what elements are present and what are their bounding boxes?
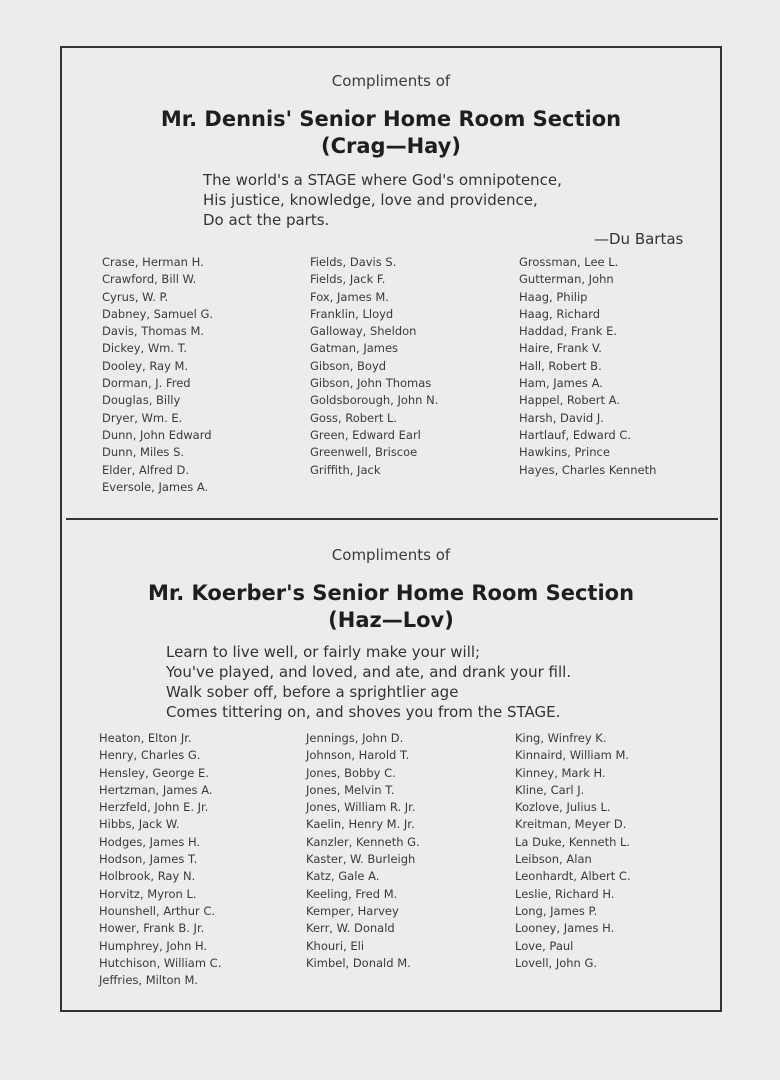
- student-name: Hall, Robert B.: [519, 358, 602, 373]
- student-name: Leibson, Alan: [515, 852, 592, 867]
- student-name: Green, Edward Earl: [310, 427, 421, 442]
- poem-line: Comes tittering on, and shoves you from the STAGE.: [166, 703, 561, 721]
- student-name: Haag, Philip: [519, 289, 588, 304]
- student-name: Hutchison, William C.: [99, 955, 222, 970]
- student-name: Kinney, Mark H.: [515, 765, 606, 780]
- student-name: Hertzman, James A.: [99, 782, 213, 797]
- poem-line: Do act the parts.: [203, 211, 330, 229]
- student-name: Gibson, Boyd: [310, 358, 387, 373]
- student-name: Kaster, W. Burleigh: [306, 852, 416, 867]
- student-name: Keeling, Fred M.: [306, 886, 398, 901]
- student-name: Dabney, Samuel G.: [102, 306, 214, 321]
- poem-attribution: —Du Bartas: [594, 230, 684, 248]
- student-name: Hensley, George E.: [99, 765, 209, 780]
- student-name: Dickey, Wm. T.: [102, 341, 188, 356]
- student-name: Horvitz, Myron L.: [99, 886, 197, 901]
- section-subtitle: (Haz—Lov): [328, 608, 454, 632]
- student-name: Kerr, W. Donald: [306, 921, 395, 936]
- poem-line: You've played, and loved, and ate, and drank your fill.: [166, 663, 572, 681]
- names-column: [99, 730, 221, 989]
- student-name: Douglas, Billy: [102, 393, 181, 408]
- student-name: Katz, Gale A.: [306, 869, 380, 884]
- section-title: Mr. Koerber's Senior Home Room Section: [147, 581, 635, 605]
- poem-quote: [203, 170, 562, 230]
- student-name: Fields, Davis S.: [310, 255, 397, 269]
- student-name: Henry, Charles G.: [99, 748, 201, 763]
- student-name: Hibbs, Jack W.: [99, 817, 180, 832]
- student-name: Dunn, John Edward: [102, 427, 212, 442]
- student-name: Franklin, Lloyd: [310, 306, 394, 321]
- student-name: Dorman, J. Fred: [102, 376, 191, 391]
- student-name: Ham, James A.: [519, 376, 603, 391]
- koerber-section: [62, 522, 720, 1010]
- student-name: Gatman, James: [310, 341, 399, 356]
- section-divider: [66, 518, 718, 520]
- student-name: Kozlove, Julius L.: [515, 800, 611, 815]
- student-name: Griffith, Jack: [310, 462, 381, 477]
- student-name: Haag, Richard: [519, 306, 601, 321]
- names-column: [515, 730, 631, 972]
- student-name: Johnson, Harold T.: [306, 748, 410, 763]
- poem-line: The world's a STAGE where God's omnipotence,: [203, 171, 562, 189]
- student-name: Dooley, Ray M.: [102, 358, 189, 373]
- student-name: Goldsborough, John N.: [310, 393, 439, 408]
- student-name: Dryer, Wm. E.: [102, 410, 183, 425]
- student-name: Khouri, Eli: [306, 938, 365, 953]
- student-name: Kaelin, Henry M. Jr.: [306, 817, 415, 832]
- student-name: Jennings, John D.: [306, 731, 404, 745]
- student-name: Crawford, Bill W.: [102, 272, 197, 287]
- student-name: Hartlauf, Edward C.: [519, 427, 632, 442]
- student-name: La Duke, Kenneth L.: [515, 834, 631, 849]
- student-name: Love, Paul: [515, 938, 574, 953]
- student-name: Galloway, Sheldon: [310, 324, 417, 339]
- student-name: Hodges, James H.: [99, 834, 201, 849]
- student-name: Fields, Jack F.: [310, 272, 386, 287]
- student-name: Hounshell, Arthur C.: [99, 903, 216, 918]
- student-name: Lovell, John G.: [515, 955, 598, 970]
- names-column: [519, 254, 656, 479]
- poem-line: His justice, knowledge, love and providence,: [203, 191, 538, 209]
- section-title: Mr. Dennis' Senior Home Room Section: [160, 107, 622, 131]
- student-name: Jones, Bobby C.: [306, 765, 396, 780]
- section-subtitle: (Crag—Hay): [321, 134, 461, 158]
- student-name: Jones, Melvin T.: [306, 782, 395, 797]
- student-name: Gibson, John Thomas: [310, 376, 432, 391]
- poem-line: Learn to live well, or fairly make your will;: [166, 643, 481, 661]
- student-name: Grossman, Lee L.: [519, 255, 619, 269]
- dennis-section: [62, 48, 720, 522]
- student-name: Cyrus, W. P.: [102, 289, 169, 304]
- student-name: Kreitman, Meyer D.: [515, 817, 627, 832]
- student-name: Humphrey, John H.: [99, 938, 208, 953]
- student-name: Kinnaird, William M.: [515, 748, 630, 763]
- poem-line: Walk sober off, before a sprightlier age: [166, 683, 459, 701]
- student-name: Looney, James H.: [515, 921, 615, 936]
- student-name: Long, James P.: [515, 903, 598, 918]
- student-name: Elder, Alfred D.: [102, 462, 190, 477]
- student-name: Holbrook, Ray N.: [99, 869, 196, 884]
- student-name: Kimbel, Donald M.: [306, 955, 411, 970]
- compliments-heading: Compliments of: [331, 72, 451, 90]
- student-name: Jones, William R. Jr.: [306, 800, 416, 815]
- names-column: [310, 254, 438, 479]
- page-frame: [60, 46, 722, 1012]
- student-name: Gutterman, John: [519, 272, 614, 287]
- student-name: Kanzler, Kenneth G.: [306, 834, 420, 849]
- student-name: Happel, Robert A.: [519, 393, 620, 408]
- student-name: Hawkins, Prince: [519, 445, 610, 460]
- poem-quote: [166, 642, 571, 722]
- student-name: Eversole, James A.: [102, 479, 209, 494]
- student-name: Kemper, Harvey: [306, 903, 399, 918]
- student-name: Davis, Thomas M.: [102, 324, 205, 339]
- student-name: Jeffries, Milton M.: [99, 973, 199, 988]
- student-name: Dunn, Miles S.: [102, 445, 185, 460]
- names-column: [306, 730, 420, 972]
- student-name: Fox, James M.: [310, 289, 389, 304]
- student-name: Leslie, Richard H.: [515, 886, 615, 901]
- student-name: Goss, Robert L.: [310, 410, 398, 425]
- student-name: King, Winfrey K.: [515, 731, 607, 745]
- student-name: Crase, Herman H.: [102, 255, 204, 269]
- compliments-heading: Compliments of: [331, 546, 451, 564]
- student-name: Kline, Carl J.: [515, 782, 585, 797]
- names-column: [102, 254, 213, 496]
- student-name: Heaton, Elton Jr.: [99, 731, 192, 745]
- student-name: Herzfeld, John E. Jr.: [99, 800, 209, 815]
- student-name: Leonhardt, Albert C.: [515, 869, 631, 884]
- student-name: Hayes, Charles Kenneth: [519, 462, 657, 477]
- student-name: Hower, Frank B. Jr.: [99, 921, 205, 936]
- student-name: Haddad, Frank E.: [519, 324, 618, 339]
- student-name: Haire, Frank V.: [519, 341, 602, 356]
- student-name: Hodson, James T.: [99, 852, 198, 867]
- student-name: Harsh, David J.: [519, 410, 604, 425]
- student-name: Greenwell, Briscoe: [310, 445, 418, 460]
